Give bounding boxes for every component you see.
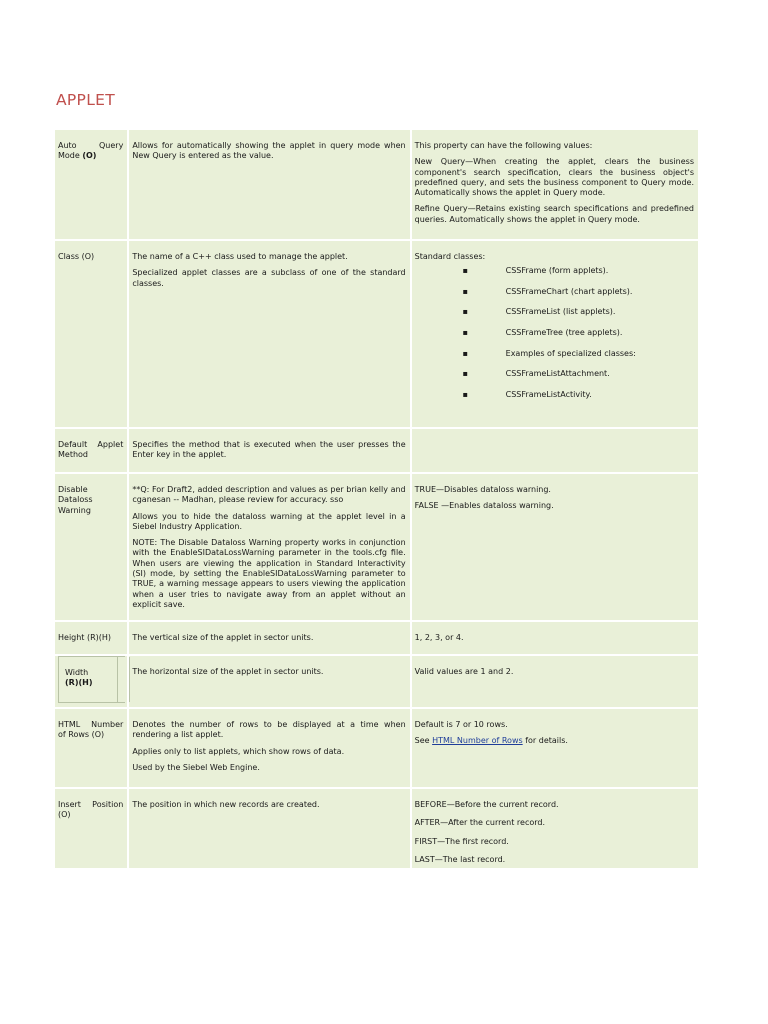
property-values-cell xyxy=(412,709,698,787)
property-table xyxy=(53,128,700,870)
property-description-cell xyxy=(129,656,409,707)
width-name-box xyxy=(58,656,125,703)
description-text: Allows you to hide the dataloss warning at the applet level in a Siebel Industry Application. xyxy=(132,511,406,531)
property-name-cell xyxy=(55,709,127,787)
table-row xyxy=(55,241,698,427)
property-description-cell xyxy=(129,622,409,654)
property-name: Width xyxy=(65,668,89,677)
values-text: FIRST—The first record. xyxy=(414,836,509,846)
property-name: Default Applet Method xyxy=(58,440,124,460)
description-text: The name of a C++ class used to manage the applet. xyxy=(132,252,348,261)
property-name-cell xyxy=(55,656,127,707)
property-description-cell xyxy=(129,789,409,868)
bullet-icon: ▪ xyxy=(462,348,469,358)
list-item-text: CSSFrameTree (tree applets). xyxy=(505,328,623,338)
table-row xyxy=(55,622,698,654)
list-item xyxy=(415,349,694,370)
description-text: Allows for automatically showing the applet in query mode when New Query is entered as the value. xyxy=(132,141,406,161)
table-row xyxy=(55,130,698,239)
values-text: FALSE —Enables dataloss warning. xyxy=(414,501,554,511)
see-prefix: See xyxy=(414,736,433,746)
property-values-cell xyxy=(412,474,698,620)
list-item-text: CSSFrameListActivity. xyxy=(505,389,592,399)
list-item xyxy=(415,328,694,349)
class-bullet-list xyxy=(415,266,694,410)
table-row xyxy=(55,789,698,868)
bullet-icon: ▪ xyxy=(462,286,469,296)
description-text: Applies only to list applets, which show rows of data. xyxy=(132,746,345,756)
property-name: Disable Dataloss Warning xyxy=(58,485,93,515)
values-text: Refine Query—Retains existing search specifications and predefined queries. Automatically shows the applet in Query mode. xyxy=(414,204,694,224)
property-name-cell xyxy=(55,241,127,427)
values-text: Valid values are 1 and 2. xyxy=(414,667,514,676)
property-values-cell xyxy=(412,789,698,868)
table-row xyxy=(55,656,698,707)
property-name: HTML Number of Rows (O) xyxy=(58,720,124,740)
property-name-suffix: (R)(H) xyxy=(65,678,93,688)
values-text: TRUE—Disables dataloss warning. xyxy=(414,485,551,494)
property-name: Class (O) xyxy=(58,252,95,261)
bullet-icon: ▪ xyxy=(462,369,469,379)
property-name-cell xyxy=(55,789,127,868)
description-text: The vertical size of the applet in sector units. xyxy=(132,633,314,642)
values-text: Standard classes: xyxy=(414,252,486,261)
property-values-cell xyxy=(412,130,698,239)
bullet-icon: ▪ xyxy=(462,389,469,399)
description-text: Denotes the number of rows to be displayed at a time when rendering a list applet. xyxy=(132,720,406,740)
property-values-cell xyxy=(412,656,698,707)
values-text: This property can have the following values: xyxy=(414,141,593,150)
list-item xyxy=(415,266,694,287)
property-name-cell xyxy=(55,474,127,620)
box-divider xyxy=(117,657,125,702)
property-name: Height (R)(H) xyxy=(58,633,112,642)
values-text: Default is 7 or 10 rows. xyxy=(414,720,508,729)
property-name-cell xyxy=(55,429,127,472)
property-name-cell xyxy=(55,622,127,654)
table-row xyxy=(55,429,698,472)
list-item xyxy=(415,390,694,411)
property-values-cell xyxy=(412,429,698,472)
list-item xyxy=(415,369,694,390)
bullet-icon: ▪ xyxy=(462,328,469,338)
property-name-cell xyxy=(55,130,127,239)
box-divider xyxy=(129,657,131,702)
table-row xyxy=(55,474,698,620)
description-text: The position in which new records are created. xyxy=(132,800,320,809)
html-number-of-rows-link[interactable]: HTML Number of Rows xyxy=(432,736,523,746)
description-text: The horizontal size of the applet in sector units. xyxy=(132,667,324,676)
see-suffix: for details. xyxy=(522,736,568,746)
list-item-text: CSSFrameChart (chart applets). xyxy=(505,286,633,296)
description-text: NOTE: The Disable Dataloss Warning property works in conjunction with the EnableSIDataLossWarning parameter in the tools.cfg file. When users are viewing the application in Standard Interactivity (SI) mode, by setting the EnableSIDataLossWarning parameter to TRUE, a warning message appears to users viewing the application when a user tries to navigate away from an applet without an explicit save. xyxy=(132,538,406,609)
values-text: 1, 2, 3, or 4. xyxy=(414,633,464,642)
property-description-cell xyxy=(129,429,409,472)
property-description-cell xyxy=(129,241,409,427)
description-text: Specialized applet classes are a subclass of one of the standard classes. xyxy=(132,268,406,288)
property-description-cell xyxy=(129,130,409,239)
property-name-suffix: (O) xyxy=(82,151,97,161)
bullet-icon: ▪ xyxy=(462,307,469,317)
values-text: LAST—The last record. xyxy=(414,854,506,864)
list-item-text: CSSFrameListAttachment. xyxy=(505,369,610,379)
list-item xyxy=(415,287,694,308)
list-item-text: CSSFrame (form applets). xyxy=(505,266,609,276)
property-description-cell xyxy=(129,474,409,620)
property-values-cell xyxy=(412,241,698,427)
values-text: BEFORE—Before the current record. xyxy=(414,800,559,809)
values-text xyxy=(415,736,694,746)
description-text: **Q: For Draft2, added description and values as per brian kelly and cganesan -- Madhan, please review for accuracy. sso xyxy=(132,485,406,505)
values-text: New Query—When creating the applet, clears the business component's search specification, clears the business object's predefined query, and sets the business component to Query mode. Automatically shows the applet in Query mode. xyxy=(414,157,694,198)
list-item xyxy=(415,307,694,328)
list-item-text: CSSFrameList (list applets). xyxy=(505,307,616,317)
description-text: Specifies the method that is executed when the user presses the Enter key in the applet. xyxy=(132,440,406,460)
property-name: Auto Query Mode xyxy=(58,141,124,161)
values-text: AFTER—After the current record. xyxy=(414,818,545,828)
property-description-cell xyxy=(129,709,409,787)
description-text: Used by the Siebel Web Engine. xyxy=(132,762,260,772)
property-values-cell xyxy=(412,622,698,654)
list-item-text: Examples of specialized classes: xyxy=(505,348,636,358)
property-name: Insert Position (O) xyxy=(58,800,124,820)
table-row xyxy=(55,709,698,787)
bullet-icon: ▪ xyxy=(462,266,469,276)
page-title: APPLET xyxy=(56,91,115,109)
